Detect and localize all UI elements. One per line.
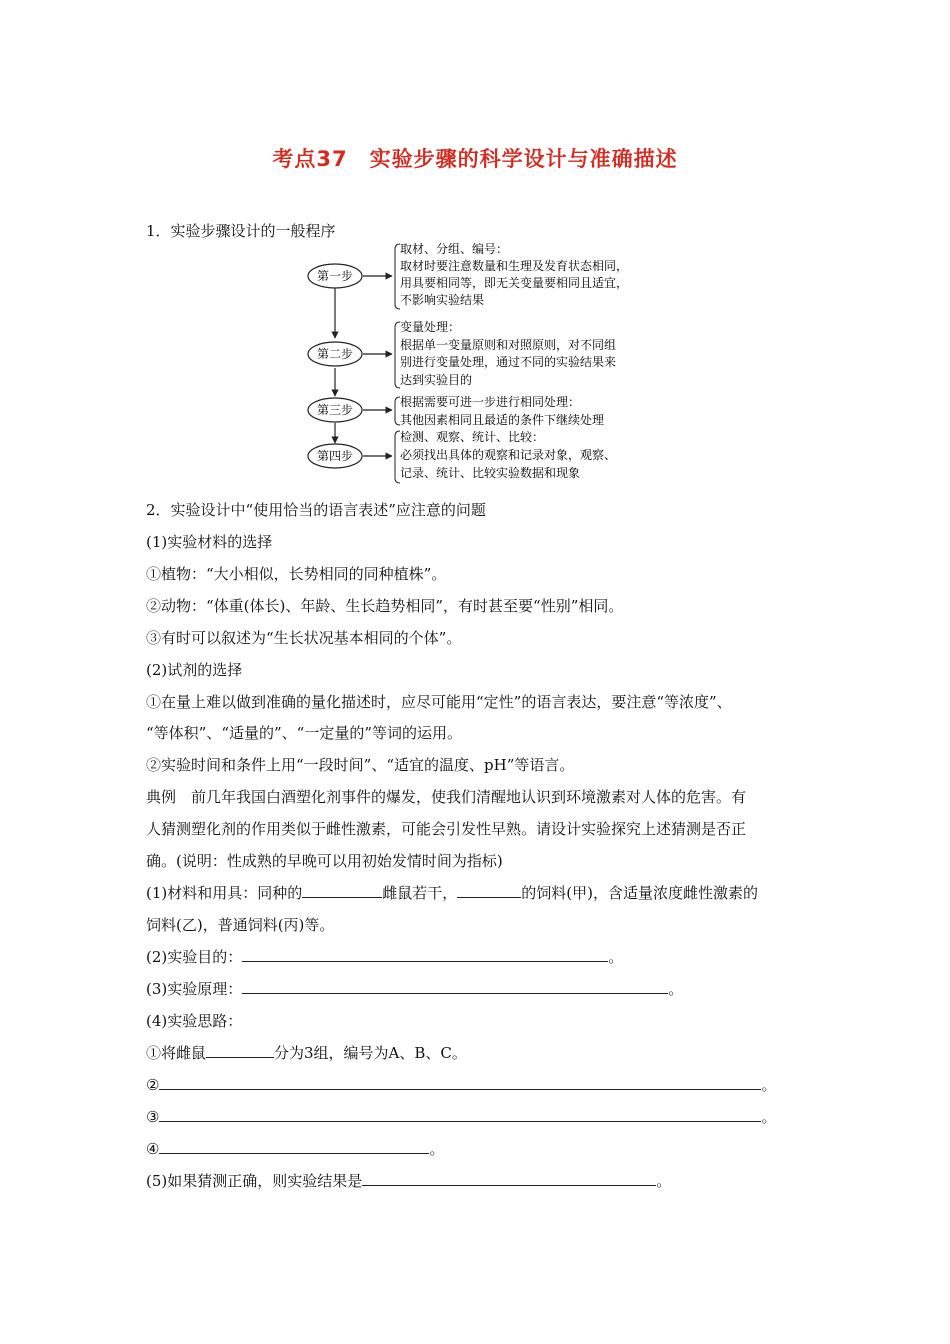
procedure-flowchart	[300, 238, 640, 486]
answer-blank-4-4[interactable]	[159, 1139, 429, 1154]
period: 。	[608, 948, 624, 966]
flow-step-2-line-1: 变量处理：	[400, 320, 461, 334]
page-title: 考点37 实验步骤的科学设计与准确描述	[272, 147, 678, 171]
question-1-label: (1)材料和用具：同种的	[146, 884, 303, 902]
flow-step-3-line-2: 其他因素相同且最适的条件下继续处理	[400, 413, 605, 427]
question-1-text-b: 雌鼠若干，	[382, 884, 458, 902]
question-4-step3	[146, 1107, 776, 1127]
flow-step-1-line-2: 取材时要注意数量和生理及发育状态相同，	[400, 259, 629, 273]
flow-step-2-line-3: 别进行变量处理，通过不同的实验结果来	[400, 355, 617, 369]
flow-step-4-line-3: 记录、统计、比较实验数据和现象	[400, 466, 581, 480]
flow-step-4-label: 第四步	[316, 449, 354, 463]
flow-step-4	[308, 429, 616, 483]
example-line3: 确。(说明：性成熟的早晚可以用初始发情时间为指标)	[146, 852, 503, 870]
period: 。	[761, 1108, 777, 1126]
question-4-step4-label: ④	[146, 1140, 160, 1158]
question-5-label: (5)如果猜测正确，则实验结果是	[146, 1172, 363, 1190]
flow-step-1-line-1: 取材、分组、编号：	[400, 242, 509, 256]
question-1-line1	[146, 883, 758, 903]
flow-step-2-line-4: 达到实验目的	[400, 373, 473, 387]
answer-blank-5[interactable]	[362, 1171, 656, 1186]
answer-blank-4-1[interactable]	[206, 1043, 274, 1058]
section1-heading: 1．实验步骤设计的一般程序	[146, 222, 336, 240]
answer-blank-4-2[interactable]	[159, 1075, 761, 1090]
flow-step-3-line-1: 根据需要可进一步进行相同处理：	[400, 395, 581, 409]
period: 。	[668, 980, 684, 998]
flow-step-1-line-3: 用具要相同等，即无关变量要相同且适宜，	[400, 276, 629, 290]
question-2-label: (2)实验目的：	[146, 948, 243, 966]
answer-blank-1b[interactable]	[457, 883, 521, 898]
section2-item3: ③有时可以叙述为“生长状况基本相同的个体”。	[146, 629, 462, 647]
period: 。	[656, 1172, 672, 1190]
question-1-line2: 饲料(乙)，普通饲料(丙)等。	[146, 916, 335, 934]
section2-item5: ②实验时间和条件上用“一段时间”、“适宜的温度、pH”等语言。	[146, 756, 575, 774]
question-4: (4)实验思路：	[146, 1012, 243, 1030]
section2-item1: ①植物：“大小相似，长势相同的同种植株”。	[146, 565, 447, 583]
answer-blank-4-3[interactable]	[159, 1107, 761, 1122]
flow-step-4-line-2: 必须找出具体的观察和记录对象，观察、	[400, 448, 617, 462]
question-3	[146, 979, 683, 999]
section2-heading: 2．实验设计中“使用恰当的语言表述”应注意的问题	[146, 501, 486, 519]
example-line1: 典例 前几年我国白酒塑化剂事件的爆发，使我们清醒地认识到环境激素对人体的危害。有	[146, 788, 747, 806]
question-3-label: (3)实验原理：	[146, 980, 243, 998]
question-5	[146, 1171, 671, 1191]
flow-step-4-line-1: 检测、观察、统计、比较：	[400, 430, 545, 444]
question-4-step2	[146, 1075, 776, 1095]
flow-step-1	[308, 241, 628, 309]
flow-step-2	[308, 319, 616, 388]
flow-step-3	[308, 394, 604, 427]
question-4-step1-text: 分为3组，编号为A、B、C。	[274, 1044, 467, 1062]
question-4-step2-label: ②	[146, 1076, 160, 1094]
example-line2: 人猜测塑化剂的作用类似于雌性激素，可能会引发性早熟。请设计实验探究上述猜测是否正	[146, 820, 747, 838]
answer-blank-1a[interactable]	[302, 883, 382, 898]
section2-item4-line2: “等体积”、“适量的”、“一定量的”等词的运用。	[146, 724, 463, 742]
question-2	[146, 947, 623, 967]
flow-step-1-label: 第一步	[316, 269, 354, 283]
question-4-step1	[146, 1043, 467, 1063]
answer-blank-3[interactable]	[242, 979, 668, 994]
answer-blank-2[interactable]	[242, 947, 608, 962]
section2-sub1: (1)实验材料的选择	[146, 533, 273, 551]
flow-step-3-label: 第三步	[316, 403, 354, 417]
section2-item2: ②动物：“体重(体长)、年龄、生长趋势相同”，有时甚至要“性别”相同。	[146, 597, 624, 615]
section2-item4-line1: ①在量上难以做到准确的量化描述时，应尽可能用“定性”的语言表达，要注意“等浓度”、	[146, 693, 732, 711]
flow-step-2-label: 第二步	[316, 347, 354, 361]
question-4-step1-label: ①将雌鼠	[146, 1044, 207, 1062]
question-4-step4	[146, 1139, 444, 1159]
flow-step-1-line-4: 不影响实验结果	[400, 293, 485, 307]
period: 。	[429, 1140, 445, 1158]
section2-sub2: (2)试剂的选择	[146, 661, 243, 679]
question-1-text-c: 的饲料(甲)，含适量浓度雌性激素的	[521, 884, 758, 902]
flow-step-2-line-2: 根据单一变量原则和对照原则，对不同组	[400, 338, 617, 352]
period: 。	[761, 1076, 777, 1094]
question-4-step3-label: ③	[146, 1108, 160, 1126]
